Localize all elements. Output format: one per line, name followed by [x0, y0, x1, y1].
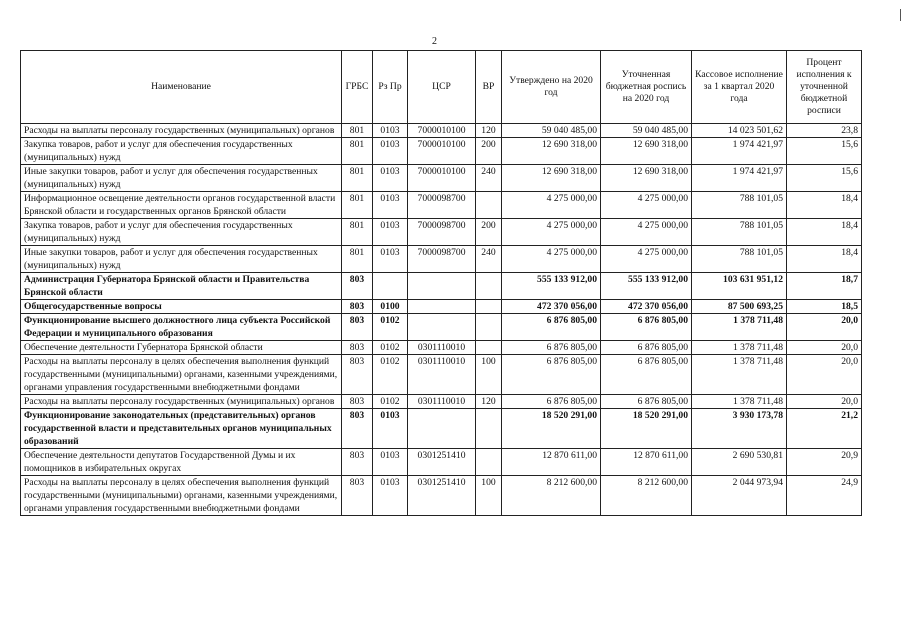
cell-csr: 0301251410 — [408, 449, 476, 476]
table-row — [21, 192, 862, 219]
cell-csr: 0301110010 — [408, 341, 476, 355]
cell-name: Информационное освещение деятельности органов государственной власти Брянской области и государственных органов Брянской области — [21, 192, 342, 219]
table-row — [21, 314, 862, 341]
cell-vr — [476, 341, 502, 355]
cell-cash: 103 631 951,12 — [692, 273, 787, 300]
col-header-cash: Кассовое исполнение за 1 квартал 2020 года — [692, 51, 787, 124]
cell-csr — [408, 314, 476, 341]
cell-approved: 4 275 000,00 — [502, 192, 601, 219]
col-header-rzpr: Рз Пр — [373, 51, 408, 124]
cell-rzpr: 0102 — [373, 314, 408, 341]
cell-refined: 12 690 318,00 — [601, 165, 692, 192]
cell-csr: 7000098700 — [408, 219, 476, 246]
cell-cash: 14 023 501,62 — [692, 124, 787, 138]
cell-cash: 1 378 711,48 — [692, 395, 787, 409]
cell-refined: 4 275 000,00 — [601, 192, 692, 219]
table-row — [21, 409, 862, 449]
cell-name: Обеспечение деятельности Губернатора Брянской области — [21, 341, 342, 355]
cell-refined: 6 876 805,00 — [601, 314, 692, 341]
cell-refined: 12 690 318,00 — [601, 138, 692, 165]
cell-approved: 472 370 056,00 — [502, 300, 601, 314]
col-header-name: Наименование — [21, 51, 342, 124]
cell-grbs: 803 — [342, 314, 373, 341]
cell-rzpr: 0102 — [373, 395, 408, 409]
cell-csr: 7000010100 — [408, 138, 476, 165]
cell-csr: 0301110010 — [408, 355, 476, 395]
cell-name: Расходы на выплаты персоналу государственных (муниципальных) органов — [21, 124, 342, 138]
cell-refined: 12 870 611,00 — [601, 449, 692, 476]
cell-refined: 18 520 291,00 — [601, 409, 692, 449]
table-body — [21, 124, 862, 516]
table-row — [21, 476, 862, 516]
cell-grbs: 803 — [342, 449, 373, 476]
cell-name: Закупка товаров, работ и услуг для обеспечения государственных (муниципальных) нужд — [21, 138, 342, 165]
table-row — [21, 395, 862, 409]
cell-rzpr: 0103 — [373, 246, 408, 273]
cell-approved: 6 876 805,00 — [502, 314, 601, 341]
cell-name: Обеспечение деятельности депутатов Государственной Думы и их помощников в избирательных округах — [21, 449, 342, 476]
col-header-approved: Утверждено на 2020 год — [502, 51, 601, 124]
cell-vr: 240 — [476, 246, 502, 273]
cell-csr: 7000098700 — [408, 246, 476, 273]
table-row — [21, 124, 862, 138]
cell-grbs: 803 — [342, 273, 373, 300]
cell-approved: 555 133 912,00 — [502, 273, 601, 300]
cell-approved: 59 040 485,00 — [502, 124, 601, 138]
cell-rzpr: 0103 — [373, 192, 408, 219]
col-header-refined: Уточненная бюджетная роспись на 2020 год — [601, 51, 692, 124]
cell-approved: 6 876 805,00 — [502, 355, 601, 395]
cell-name: Администрация Губернатора Брянской области и Правительства Брянской области — [21, 273, 342, 300]
cell-percent: 18,4 — [787, 246, 862, 273]
cell-rzpr: 0102 — [373, 355, 408, 395]
cell-vr: 120 — [476, 124, 502, 138]
cell-vr: 200 — [476, 219, 502, 246]
cell-percent: 20,0 — [787, 341, 862, 355]
cell-refined: 6 876 805,00 — [601, 355, 692, 395]
table-row — [21, 246, 862, 273]
cell-approved: 4 275 000,00 — [502, 246, 601, 273]
page-number: 2 — [432, 36, 437, 47]
cell-csr — [408, 273, 476, 300]
cell-cash: 1 974 421,97 — [692, 165, 787, 192]
cell-vr — [476, 300, 502, 314]
edge-mark — [900, 9, 901, 21]
cell-name: Иные закупки товаров, работ и услуг для обеспечения государственных (муниципальных) нужд — [21, 165, 342, 192]
cell-name: Функционирование высшего должностного лица субъекта Российской Федерации и муниципального образования — [21, 314, 342, 341]
cell-grbs: 803 — [342, 476, 373, 516]
cell-percent: 18,5 — [787, 300, 862, 314]
cell-vr: 240 — [476, 165, 502, 192]
table-header-row — [21, 51, 862, 124]
cell-vr — [476, 314, 502, 341]
cell-cash: 788 101,05 — [692, 219, 787, 246]
cell-percent: 20,9 — [787, 449, 862, 476]
cell-csr: 0301110010 — [408, 395, 476, 409]
cell-vr: 100 — [476, 355, 502, 395]
cell-grbs: 801 — [342, 165, 373, 192]
cell-refined: 6 876 805,00 — [601, 395, 692, 409]
cell-vr: 100 — [476, 476, 502, 516]
cell-approved: 4 275 000,00 — [502, 219, 601, 246]
cell-name: Расходы на выплаты персоналу в целях обеспечения выполнения функций государственными (муниципальными) органами, казенными учреждениями, органами управления государственными внебюджетными фондами — [21, 476, 342, 516]
table-row — [21, 341, 862, 355]
cell-percent: 20,0 — [787, 314, 862, 341]
cell-cash: 87 500 693,25 — [692, 300, 787, 314]
col-header-vr: ВР — [476, 51, 502, 124]
cell-refined: 4 275 000,00 — [601, 246, 692, 273]
col-header-csr: ЦСР — [408, 51, 476, 124]
cell-grbs: 803 — [342, 300, 373, 314]
cell-percent: 18,4 — [787, 192, 862, 219]
cell-percent: 15,6 — [787, 138, 862, 165]
cell-grbs: 803 — [342, 395, 373, 409]
cell-csr: 0301251410 — [408, 476, 476, 516]
cell-name: Функционирование законодательных (представительных) органов государственной власти и представительных органов муниципальных образований — [21, 409, 342, 449]
table-row — [21, 219, 862, 246]
col-header-grbs: ГРБС — [342, 51, 373, 124]
cell-grbs: 801 — [342, 124, 373, 138]
table-row — [21, 300, 862, 314]
cell-cash: 1 378 711,48 — [692, 341, 787, 355]
cell-approved: 18 520 291,00 — [502, 409, 601, 449]
cell-rzpr: 0102 — [373, 341, 408, 355]
cell-refined: 8 212 600,00 — [601, 476, 692, 516]
cell-cash: 3 930 173,78 — [692, 409, 787, 449]
cell-rzpr: 0103 — [373, 219, 408, 246]
cell-csr: 7000098700 — [408, 192, 476, 219]
cell-percent: 23,8 — [787, 124, 862, 138]
col-header-percent: Процент исполнения к уточненной бюджетной росписи — [787, 51, 862, 124]
cell-rzpr: 0103 — [373, 476, 408, 516]
cell-grbs: 801 — [342, 219, 373, 246]
cell-grbs: 801 — [342, 192, 373, 219]
cell-vr — [476, 192, 502, 219]
cell-percent: 18,4 — [787, 219, 862, 246]
cell-grbs: 803 — [342, 355, 373, 395]
cell-name: Общегосударственные вопросы — [21, 300, 342, 314]
cell-percent: 20,0 — [787, 395, 862, 409]
cell-percent: 18,7 — [787, 273, 862, 300]
cell-vr — [476, 449, 502, 476]
cell-refined: 59 040 485,00 — [601, 124, 692, 138]
cell-rzpr: 0103 — [373, 165, 408, 192]
cell-cash: 788 101,05 — [692, 246, 787, 273]
cell-csr — [408, 300, 476, 314]
cell-rzpr: 0100 — [373, 300, 408, 314]
cell-name: Закупка товаров, работ и услуг для обеспечения государственных (муниципальных) нужд — [21, 219, 342, 246]
cell-approved: 12 690 318,00 — [502, 138, 601, 165]
cell-cash: 1 378 711,48 — [692, 314, 787, 341]
cell-approved: 6 876 805,00 — [502, 395, 601, 409]
cell-rzpr: 0103 — [373, 138, 408, 165]
table-row — [21, 355, 862, 395]
cell-name: Расходы на выплаты персоналу в целях обеспечения выполнения функций государственными (муниципальными) органами, казенными учреждениями, органами управления государственными внебюджетными фондами — [21, 355, 342, 395]
cell-grbs: 801 — [342, 246, 373, 273]
cell-vr — [476, 273, 502, 300]
table-row — [21, 165, 862, 192]
budget-table — [20, 50, 862, 516]
cell-cash: 2 044 973,94 — [692, 476, 787, 516]
cell-percent: 15,6 — [787, 165, 862, 192]
cell-csr — [408, 409, 476, 449]
cell-grbs: 803 — [342, 409, 373, 449]
table-row — [21, 138, 862, 165]
cell-refined: 555 133 912,00 — [601, 273, 692, 300]
cell-cash: 2 690 530,81 — [692, 449, 787, 476]
cell-rzpr: 0103 — [373, 124, 408, 138]
cell-refined: 472 370 056,00 — [601, 300, 692, 314]
cell-grbs: 801 — [342, 138, 373, 165]
cell-vr: 120 — [476, 395, 502, 409]
cell-cash: 788 101,05 — [692, 192, 787, 219]
cell-rzpr: 0103 — [373, 409, 408, 449]
cell-approved: 6 876 805,00 — [502, 341, 601, 355]
cell-rzpr — [373, 273, 408, 300]
cell-csr: 7000010100 — [408, 165, 476, 192]
cell-refined: 4 275 000,00 — [601, 219, 692, 246]
cell-refined: 6 876 805,00 — [601, 341, 692, 355]
cell-csr: 7000010100 — [408, 124, 476, 138]
cell-percent: 20,0 — [787, 355, 862, 395]
cell-approved: 12 690 318,00 — [502, 165, 601, 192]
cell-percent: 24,9 — [787, 476, 862, 516]
cell-vr: 200 — [476, 138, 502, 165]
cell-grbs: 803 — [342, 341, 373, 355]
cell-rzpr: 0103 — [373, 449, 408, 476]
cell-vr — [476, 409, 502, 449]
cell-approved: 12 870 611,00 — [502, 449, 601, 476]
table-row — [21, 449, 862, 476]
cell-percent: 21,2 — [787, 409, 862, 449]
cell-cash: 1 378 711,48 — [692, 355, 787, 395]
table-row — [21, 273, 862, 300]
cell-cash: 1 974 421,97 — [692, 138, 787, 165]
cell-approved: 8 212 600,00 — [502, 476, 601, 516]
cell-name: Расходы на выплаты персоналу государственных (муниципальных) органов — [21, 395, 342, 409]
cell-name: Иные закупки товаров, работ и услуг для обеспечения государственных (муниципальных) нужд — [21, 246, 342, 273]
